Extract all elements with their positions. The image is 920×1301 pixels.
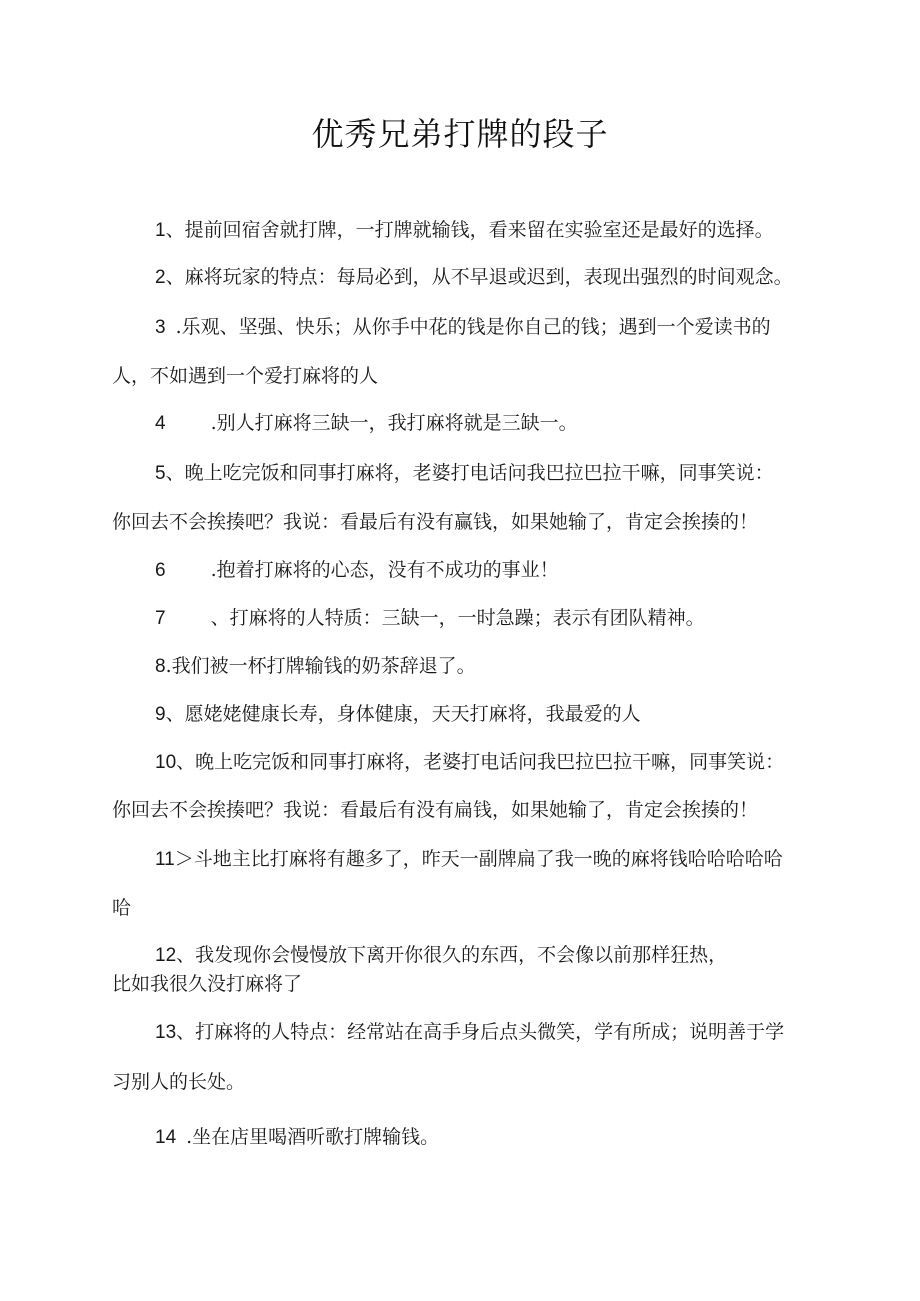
list-item [155, 1124, 875, 1151]
item-number: 12 [155, 945, 177, 966]
list-item [155, 1019, 875, 1046]
list-item [155, 264, 875, 291]
item-text: ＞斗地主比打麻将有趣多了，昨天一副牌扁了我一晚的麻将钱哈哈哈哈哈 [174, 848, 783, 870]
list-item [155, 217, 875, 244]
item-continuation: 比如我很久没打麻将了 [112, 973, 303, 995]
list-item [155, 846, 875, 873]
item-text: 、麻将玩家的特点：每局必到，从不早退或迟到，表现出强烈的时间观念。 [165, 266, 793, 288]
item-number: 6 [155, 560, 166, 581]
list-item [155, 749, 875, 776]
item-continuation: 哈 [112, 897, 132, 919]
list-item [155, 701, 875, 728]
item-number: 13 [155, 1022, 177, 1043]
item-text: .别人打麻将三缺一，我打麻将就是三缺一。 [210, 412, 578, 434]
item-text: 、打麻将的人特点：经常站在高手身后点头微笑，学有所成；说明善于学 [176, 1021, 785, 1043]
list-item [155, 557, 875, 584]
item-number: 5 [155, 463, 166, 484]
item-text: 、我发现你会慢慢放下离开你很久的东西，不会像以前那样狂热， [176, 944, 728, 966]
item-text: .坐在店里喝酒听歌打牌输钱。 [186, 1126, 440, 1148]
item-text: 、晚上吃完饭和同事打麻将，老婆打电话问我巴拉巴拉干嘛，同事笑说： [176, 751, 785, 773]
item-text: 、打麻将的人特质：三缺一，一时急躁；表示有团队精神。 [210, 607, 705, 629]
item-continuation: 习别人的长处。 [112, 1071, 246, 1093]
item-continuation: 你回去不会挨揍吧？我说：看最后有没有赢钱，如果她输了，肯定会挨揍的！ [112, 511, 759, 533]
item-number: 2 [155, 267, 166, 288]
item-text: 、晚上吃完饭和同事打麻将，老婆打电话问我巴拉巴拉干嘛，同事笑说： [165, 462, 774, 484]
document-title: 优秀兄弟打牌的段子 [311, 115, 609, 153]
list-item [155, 942, 875, 969]
list-item [155, 314, 875, 341]
item-number: 14 [155, 1127, 177, 1148]
item-text: .乐观、坚强、快乐；从你手中花的钱是你自己的钱；遇到一个爱读书的 [175, 316, 771, 338]
list-item [155, 605, 875, 632]
item-number: 10 [155, 752, 177, 773]
item-number: 3 [155, 317, 166, 338]
item-number: 4 [155, 413, 166, 434]
list-item [155, 653, 875, 680]
item-text: .我们被一杯打牌输钱的奶茶辞退了。 [165, 655, 476, 677]
item-number: 1 [155, 220, 166, 241]
item-number: 7 [155, 608, 166, 629]
list-item [155, 460, 875, 487]
item-number: 8 [155, 656, 166, 677]
item-continuation: 你回去不会挨揍吧？我说：看最后有没有扁钱，如果她输了，肯定会挨揍的！ [112, 799, 759, 821]
item-continuation: 人，不如遇到一个爱打麻将的人 [112, 365, 379, 387]
item-number: 9 [155, 704, 166, 725]
item-text: 、提前回宿舍就打牌，一打牌就输钱，看来留在实验室还是最好的选择。 [165, 219, 774, 241]
item-number: 11 [155, 849, 175, 870]
list-item [155, 410, 875, 437]
item-text: .抱着打麻将的心态，没有不成功的事业！ [210, 559, 559, 581]
item-text: 、愿姥姥健康长寿，身体健康，天天打麻将，我最爱的人 [165, 703, 641, 725]
